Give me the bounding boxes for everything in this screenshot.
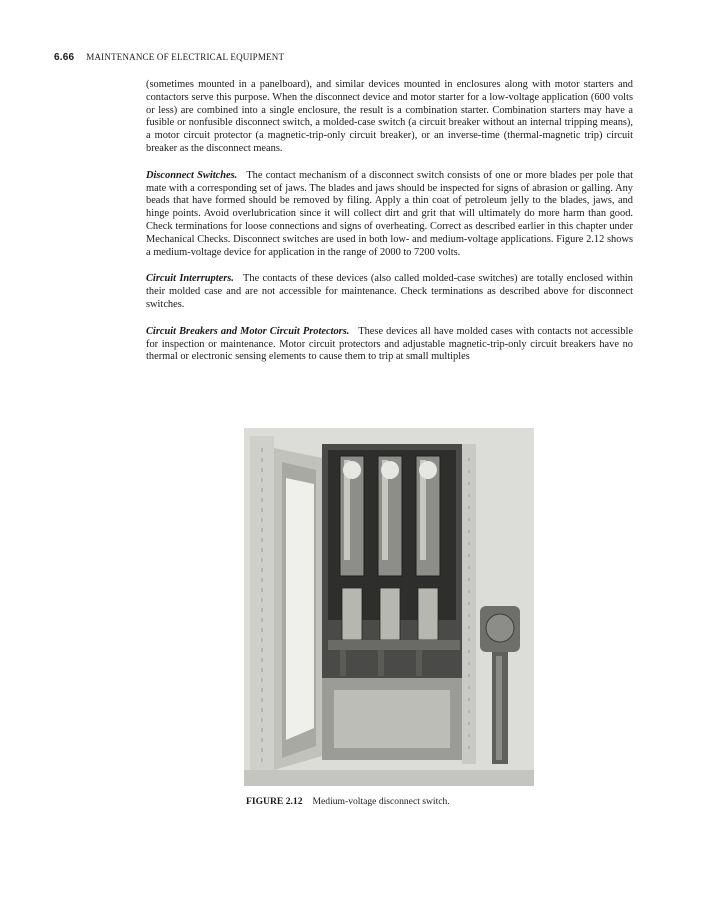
- paragraph-heading: Circuit Breakers and Motor Circuit Protectors.: [146, 325, 350, 337]
- paragraph-heading: Circuit Interrupters.: [146, 273, 234, 285]
- body-text: [146, 79, 633, 378]
- figure-label: FIGURE 2.12: [246, 796, 303, 807]
- paragraph-heading: Disconnect Switches.: [146, 169, 238, 181]
- page-number: 6.66: [54, 52, 75, 63]
- paragraph: [146, 79, 633, 156]
- running-header: [54, 52, 284, 63]
- disconnect-switch-photo: [244, 428, 534, 786]
- running-title: MAINTENANCE OF ELECTRICAL EQUIPMENT: [86, 52, 285, 62]
- paragraph-text: The contact mechanism of a disconnect switch consists of one or more blades per pole that mate with a corresponding set of jaws. The blades and jaws should be inspected for signs of abrasion or galling. Any beads that have formed should be removed by filing. Apply a thin coat of petroleum jelly to the blades, jaws, and hinge points. Avoid overlubrication since it will collect dirt and grit that will ultimately do more harm than good. Check terminations for loose connections and signs of overheating. Correct as described earlier in this chapter under Mechanical Checks. Disconnect switches are used in both low- and medium-voltage applications. Figure 2.12 shows a medium-voltage device for application in the range of 2000 to 7200 volts.: [146, 169, 633, 258]
- paragraph: [146, 273, 633, 311]
- paragraph-text: These devices all have molded cases with contacts not accessible for inspection or maintenance. Motor circuit protectors and adjustable magnetic-trip-only circuit breakers have no thermal or electronic sensing elements to cause them to trip at small multiples: [146, 325, 633, 363]
- figure-photo: [244, 428, 534, 786]
- paragraph: [146, 326, 633, 364]
- figure-caption-text: Medium-voltage disconnect switch.: [312, 796, 450, 807]
- paragraph-text: (sometimes mounted in a panelboard), and similar devices mounted in enclosures along with motor starters and contactors serve this purpose. When the disconnect device and motor starter for a low-voltage application (600 volts or less) are combined into a single enclosure, the result is a combination starter. Combination starters may have a fusible or nonfusible disconnect switch, a molded-case switch (a circuit breaker without an internal tripping means), a motor circuit protector (a magnetic-trip-only circuit breaker), or an inverse-time (thermal-magnetic trip) circuit breaker as the disconnect means.: [146, 79, 633, 154]
- figure-caption: [246, 796, 450, 807]
- paragraph-text: The contacts of these devices (also called molded-case switches) are totally enclosed within their molded case and are not accessible for maintenance. Check terminations as described above for disconnect switches.: [146, 273, 633, 310]
- paragraph: [146, 170, 633, 260]
